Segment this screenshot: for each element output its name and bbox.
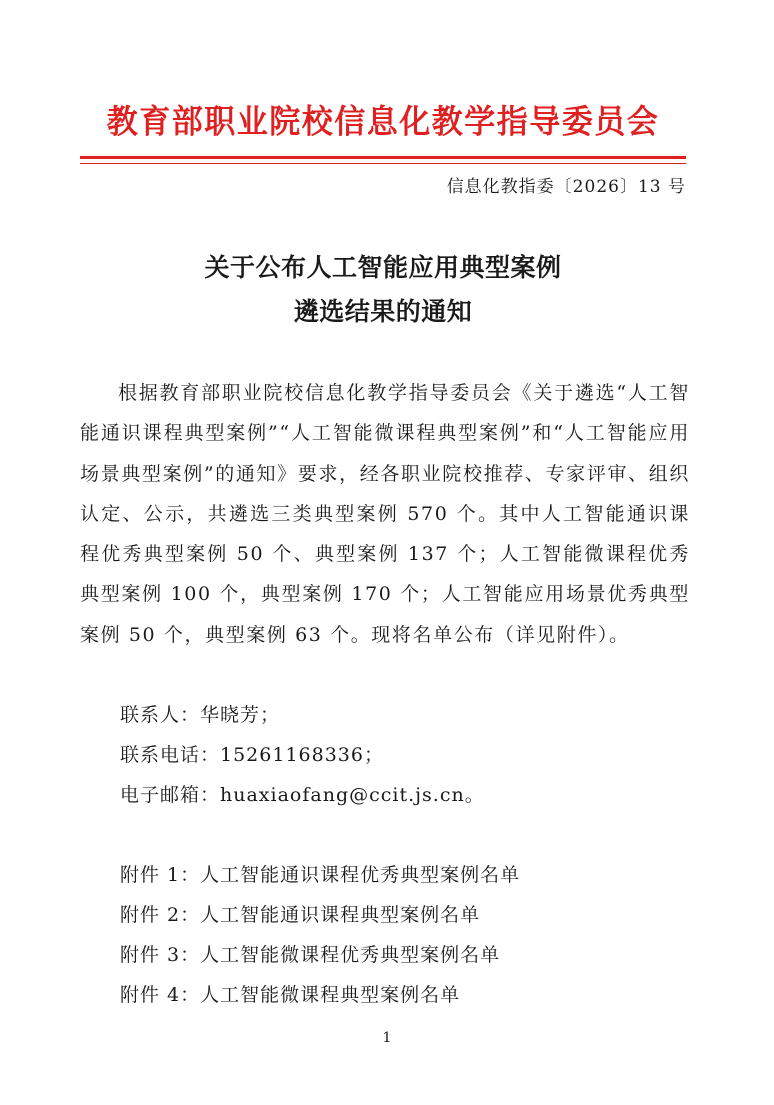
page-number: 1	[382, 1030, 392, 1046]
attachment-item-4: 附件 4：人工智能微课程典型案例名单	[120, 984, 461, 1006]
attachment-item-3: 附件 3：人工智能微课程优秀典型案例名单	[120, 944, 501, 966]
contact-email: 电子邮箱：huaxiaofang@ccit.js.cn。	[120, 784, 485, 806]
notice-body-paragraph: 根据教育部职业院校信息化教学指导委员会《关于遴选“人工智能通识课程典型案例”“人工智能微课程典型案例”和“人工智能应用场景典型案例”的通知》要求，经各职业院校推荐、专家评审、组织认定、公示，共遴选三类典型案例 570 个。其中人工智能通识课程优秀典型案例 50 个、典型案例 137 个；人工智能微课程优秀典型案例 100 个，典型案例 170 个；人工智能应用场景优秀典型案例 50 个，典型案例 63 个。现将名单公布（详见附件）。	[80, 382, 690, 646]
notice-title-line-1: 关于公布人工智能应用典型案例	[204, 253, 562, 282]
notice-title-line-2: 遴选结果的通知	[293, 297, 473, 326]
attachment-item-1: 附件 1：人工智能通识课程优秀典型案例名单	[120, 864, 521, 886]
header-rule-thin	[80, 163, 686, 164]
contact-person: 联系人：华晓芳；	[120, 704, 281, 726]
contact-phone: 联系电话：15261168336；	[120, 744, 384, 766]
header-rule-thick	[80, 156, 686, 159]
attachment-item-2: 附件 2：人工智能通识课程典型案例名单	[120, 904, 481, 926]
organization-header: 教育部职业院校信息化教学指导委员会	[106, 103, 660, 142]
document-number: 信息化教指委〔2026〕13 号	[446, 177, 686, 197]
